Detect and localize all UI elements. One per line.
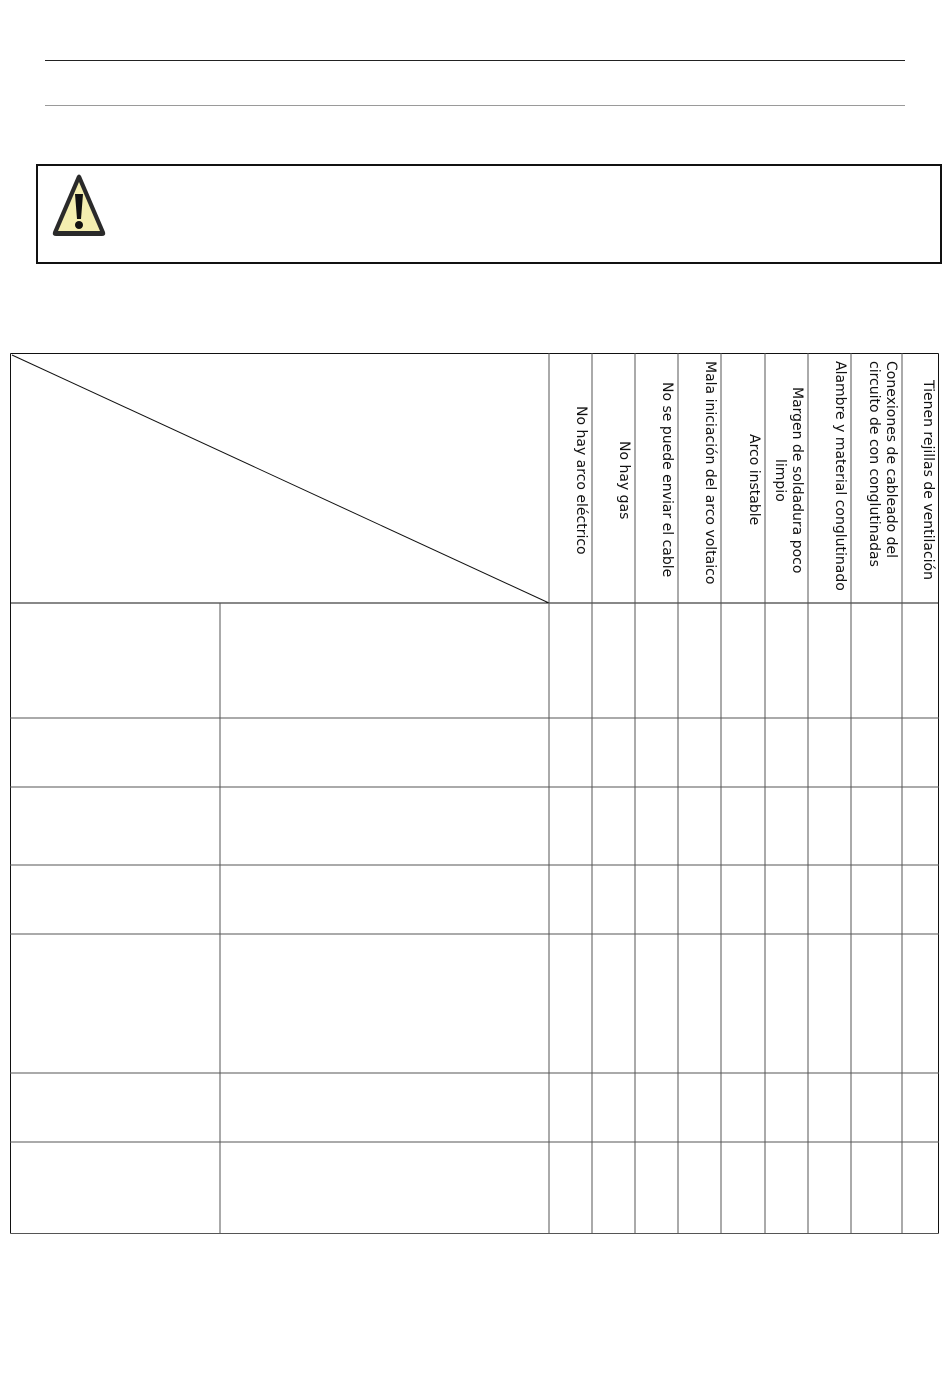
column-header-line: No hay arco eléctrico xyxy=(573,405,589,555)
column-header-c8 xyxy=(854,361,899,599)
row-cause-cell xyxy=(14,869,216,930)
row-detail-cell xyxy=(224,1077,545,1138)
column-header-c4 xyxy=(681,361,718,599)
row-cause-cell xyxy=(14,1077,216,1138)
column-header-c5 xyxy=(724,361,762,599)
row-cause-cell xyxy=(14,791,216,861)
column-header-c6 xyxy=(768,361,805,599)
column-header-line: Tienen rejillas de ventilación xyxy=(920,380,936,580)
warning-box xyxy=(36,164,942,264)
row-cause-cell xyxy=(14,938,216,1069)
warning-triangle-icon xyxy=(50,172,108,240)
column-header-c9 xyxy=(905,361,936,599)
column-header-line: Conexiones de cableado del xyxy=(883,361,899,559)
column-header-line: Mala iniciación del arco voltaico xyxy=(702,361,718,585)
column-header-c2 xyxy=(595,361,632,599)
header-diagonal-line xyxy=(12,355,549,603)
column-header-c3 xyxy=(638,361,675,599)
row-detail-cell xyxy=(224,791,545,861)
row-detail-cell xyxy=(224,869,545,930)
row-detail-cell xyxy=(224,607,545,714)
row-detail-cell xyxy=(224,722,545,783)
row-cause-cell xyxy=(14,722,216,783)
row-detail-cell xyxy=(224,1146,545,1230)
column-header-c1 xyxy=(552,361,589,599)
column-header-line: Margen de soldadura poco xyxy=(789,386,805,574)
row-cause-cell xyxy=(14,607,216,714)
column-header-c7 xyxy=(811,361,848,599)
column-header-line: circuito de con conglutinadas xyxy=(866,361,882,567)
column-header-line: No se puede enviar el cable xyxy=(659,382,675,578)
column-header-line: Arco instable xyxy=(746,434,762,526)
row-cause-cell xyxy=(14,1146,216,1230)
second-rule xyxy=(45,105,905,106)
column-header-line: limpio xyxy=(772,458,788,502)
column-header-line: Alambre y material conglutinado xyxy=(832,361,848,591)
column-header-line: No hay gas xyxy=(616,440,632,520)
top-rule xyxy=(45,60,905,61)
row-detail-cell xyxy=(224,938,545,1069)
